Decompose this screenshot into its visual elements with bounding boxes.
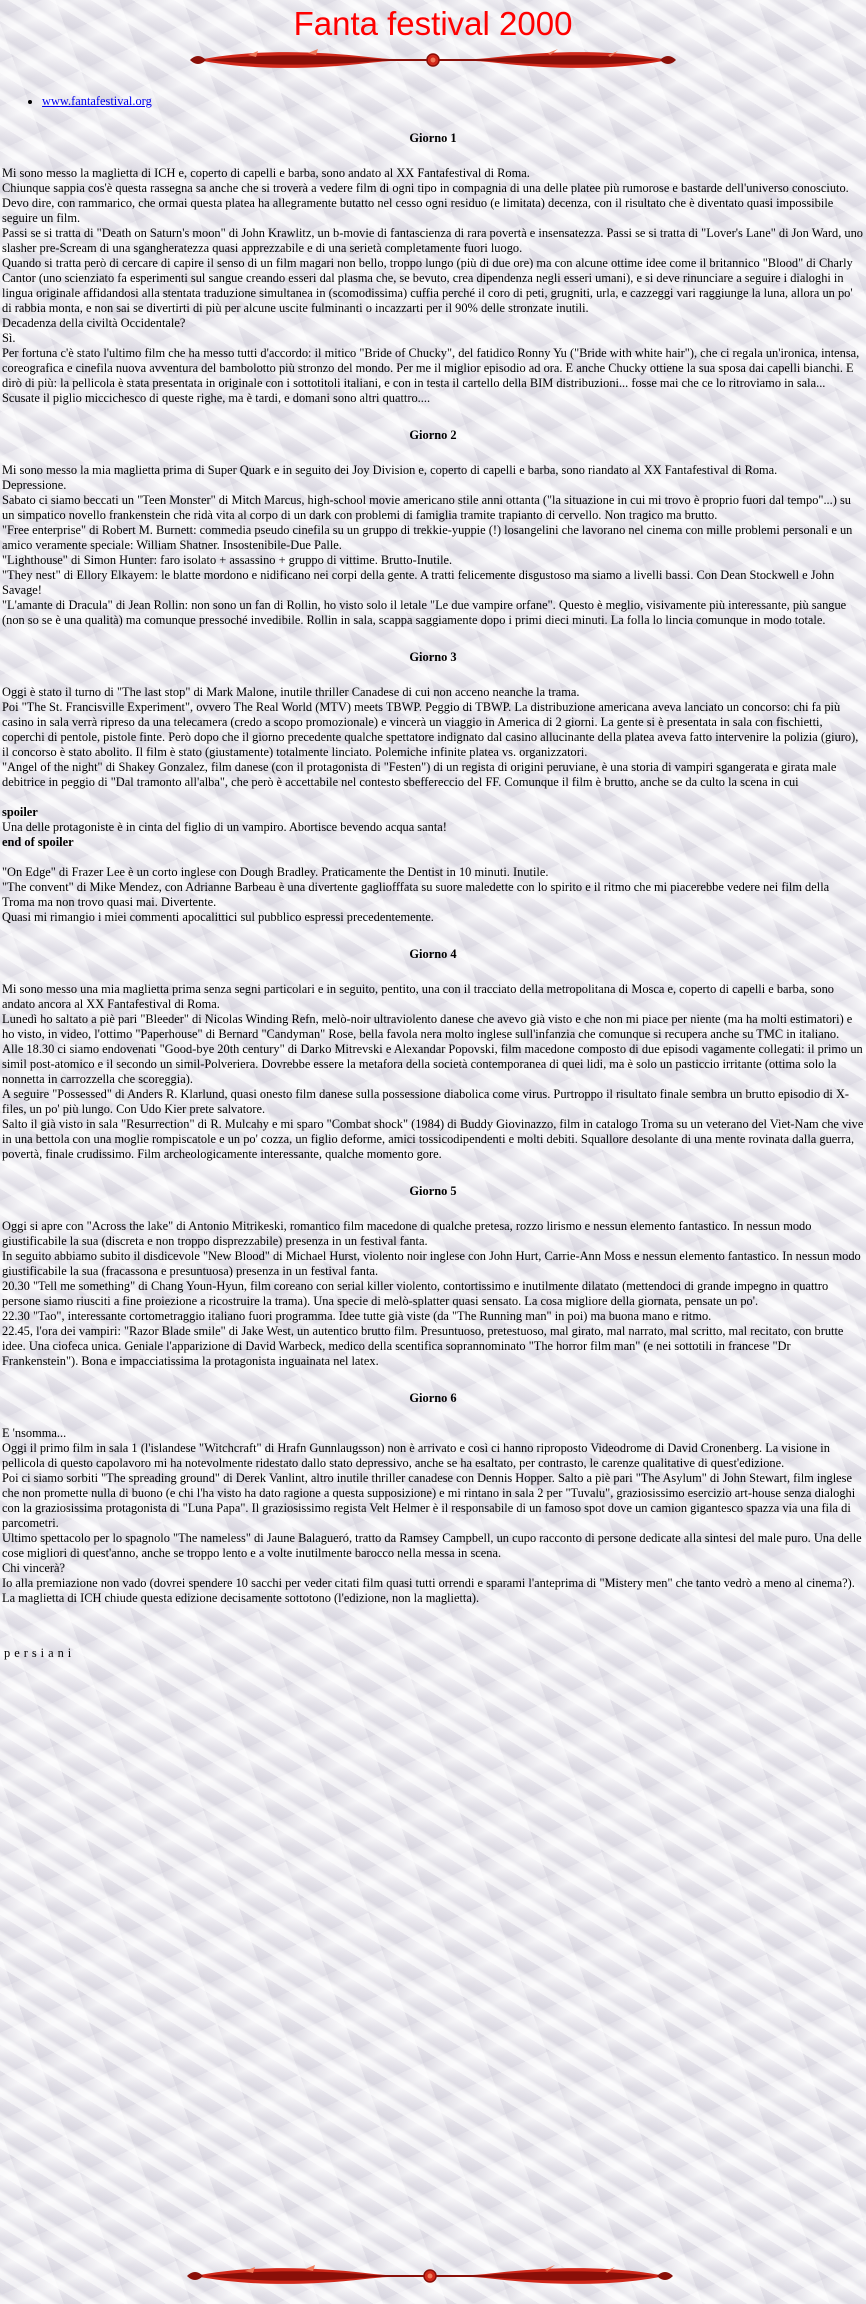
ornament-rule [190, 49, 676, 68]
day-heading: Giorno 3 [409, 650, 457, 664]
paragraph: Mi sono messo una mia maglietta prima senza segni particolari e in seguito, pentito, una con il tracciato della metropolitana di Mosca e, coperto di capelli e barba, sono andato ancora al XX Fantafestival di Roma. [2, 982, 834, 1011]
link-list [0, 94, 866, 109]
paragraph: "Lighthouse" di Simon Hunter: faro isolato + assassino + gruppo di vittime. Brutto-Inutile. [2, 553, 453, 567]
paragraph: Oggi è stato il turno di "The last stop" di Mark Malone, inutile thriller Canadese di cui non acceno neanche la trama. [2, 685, 580, 699]
paragraph: Decadenza della civiltà Occidentale? [2, 316, 186, 330]
fantafestival-link[interactable]: www.fantafestival.org [42, 94, 152, 108]
paragraph: Oggi il primo film in sala 1 (l'islandese "Witchcraft" di Hrafn Gunnlaugsson) non è arrivato e così ci hanno riproposto Videodrome di David Cronenberg. La visione in pellicola di questo capolavoro mi ha notevolmente ridestato dallo stato depressivo, anche se ha esaltato, per contrasto, le carenze qualitative di quest'edizione. [2, 1441, 830, 1470]
paragraph: Scusate il piglio miccichesco di queste righe, ma è tardi, e domani sono altri quattro.... [2, 391, 431, 405]
day-heading: Giorno 2 [409, 428, 457, 442]
paragraph: E 'nsomma... [2, 1426, 67, 1440]
day-heading: Giorno 6 [409, 1391, 457, 1405]
paragraph: A seguire "Possessed" di Anders R. Klarlund, quasi onesto film danese sulla possessione diabolica come virus. Purtroppo il risultato finale sembra un brutto episodio di X-files, un po' più lungo. Con Udo Kier prete salvatore. [2, 1087, 850, 1116]
paragraph: Quando si tratta però di cercare di capire il senso di un film magari non bello, troppo lungo (più di due ore) ma con alcune ottime idee come il britannico "Blood" di Charly Cantor (uno scienziato fa esperimenti sul sangue creando esseri dal plasma che, se bevuto, crea dipendenza negli esseri umani), e si deve rinunciare a seguire i dialoghi in lingua originale affidandosi alla stentata traduzione simultanea in (scomodissima) cuffia perché il coro di peti, grugniti, urla, e cazzeggi vari raggiunge la luna, allora un po' di rabbia monta, e non sai se divertirti di più per alcune uscite fulminanti o incazzarti per il 90% delle stronzate inutili. [2, 256, 853, 315]
link-list-item [42, 94, 866, 109]
day-section [2, 947, 864, 1162]
day-heading: Giorno 5 [409, 1184, 457, 1198]
author-signature: persiani [4, 1646, 76, 1660]
paragraph: Lunedì ho saltato a piè pari "Bleeder" di Nicolas Winding Refn, melò-noir ultraviolento danese che avevo già visto e che non mi piace per niente (ma ha molti estimatori) e ho visto, in video, l'ottimo "Paperhouse" di Bernard "Candyman" Rose, bella favola nera molto inglese sull'infanzia che comunque si recupera anche su TMC in italiano. [2, 1012, 853, 1041]
paragraph: Io alla premiazione non vado (dovrei spendere 10 sacchi per veder citati film quasi tutti orrendi e sparami l'anteprima di "Mistery men" che tanto vedrò a meno al cinema?). [2, 1576, 855, 1590]
paragraph: Sì. [2, 331, 16, 345]
paragraph: "They nest" di Ellory Elkayem: le blatte mordono e nidificano nei corpi della gente. A tratti felicemente disgustoso ma siamo a livelli bassi. Con Dean Stockwell e John Savage! [2, 568, 835, 597]
paragraph: 20.30 "Tell me something" di Chang Youn-Hyun, film coreano con serial killer violento, contortissimo e inutilmente dilatato (mettendoci di grande impegno in quattro persone siamo riusciti a fine proiezione a ricostruire la trama). Una specie di melò-splatter quasi sensato. La cosa migliore della giornata, pensate un po'. [2, 1279, 829, 1308]
article [0, 131, 866, 1661]
paragraph: "Angel of the night" di Shakey Gonzalez, film danese (con il protagonista di "Festen") di un regista di origini peruviane, è una storia di vampiri sgangerata e girata male debitrice in peggio di "Dal tramonto all'alba", che però è accettabile nel contesto sbeffereccio del FF. Comunque il film è brutto, anche se da culto la scena in cui [2, 760, 837, 789]
paragraph: Ultimo spettacolo per lo spagnolo "The nameless" di Jaune Balagueró, tratto da Ramsey Campbell, un cupo racconto di persone dedicate alla sintesi del male puro. Una delle cose migliori di quest'anno, anche se troppo lento e a volte inutilmente barocco nella messa in scena. [2, 1531, 862, 1560]
day-section [2, 1184, 864, 1369]
paragraph: Chiunque sappia cos'è questa rassegna sa anche che si troverà a vedere film di ogni tipo in compagnia di una delle platee più rumorose e bastarde dell'universo conosciuto. Devo dire, con rammarico, che ormai questa platea ha allegramente butatto nel cesso ogni residuo (e limitata) decenza, con il risultato che è diventato quasi impossibile seguire un film. [2, 181, 849, 225]
paragraph: Quasi mi rimangio i miei commenti apocalittici sul pubblico espressi precedentemente. [2, 910, 434, 924]
spoiler-start: spoiler [2, 805, 38, 819]
paragraph: Per fortuna c'è stato l'ultimo film che ha messo tutti d'accordo: il mitico "Bride of Chucky", del fatidico Ronny Yu ("Bride with white hair"), che ci regala un'ironica, intensa, coreografica e cinefila nuova avventura del bambolotto più stronzo del mondo. Per me il miglior episodio ad ora. E anche Chucky ottiene la sua sposa dai capelli bianchi. E dirò di più: la pellicola è stata presentata in originale con i sottotitoli italiani, e con in testa il cartello della BIM distribuzioni... fosse mai che ce lo ritroviamo in sala... [2, 346, 860, 390]
spoiler-end: end of spoiler [2, 835, 74, 849]
paragraph: Mi sono messo la mia maglietta prima di Super Quark e in seguito dei Joy Division e, coperto di capelli e barba, sono riandato al XX Fantafestival di Roma. [2, 463, 778, 477]
spacer [2, 790, 864, 805]
ornament-rule [187, 2265, 673, 2284]
day-section [2, 650, 864, 925]
paragraph: Salto il già visto in sala "Resurrection" di R. Mulcahy e mi sparo "Combat shock" (1984) di Buddy Giovinazzo, film in catalogo Troma su un veterano del Viet-Nam che vive in una bettola con una moglie rompiscatole e un po' cozza, un figlio deforme, amici tossicodipendenti e molti debiti. Squallore desolante di una mente rovinata dalla guerra, povertà, finale crudissimo. Film archeologicamente interessante, qualche momento gore. [2, 1117, 864, 1161]
day-section [2, 1391, 864, 1606]
paragraph: 22.45, l'ora dei vampiri: "Razor Blade smile" di Jake West, un autentico brutto film. Presuntuoso, pretestuoso, mal girato, mal narrato, mal scritto, mal recitato, con brutte idee. Una ciofeca unica. Geniale l'apparizione di David Warbeck, medico della scentifica soprannominato "The horror film man" (e nei sottotili in francese "Dr Frankenstein"). Bona e impacciatissima la protagonista inguainata nel latex. [2, 1324, 844, 1368]
paragraph: Depressione. [2, 478, 67, 492]
top-divider [188, 48, 678, 72]
paragraph: Oggi si apre con "Across the lake" di Antonio Mitrikeski, romantico film macedone di qualche pretesa, rozzo lirismo e nessun elemento fantastico. In nessun modo giustificabile la sua (discreta e non troppo disprezzabile) presenza in un festival fanta. [2, 1219, 812, 1248]
paragraph: 22.30 "Tao", interessante cortometraggio italiano fuori programma. Idee tutte già viste (da "The Running man" in poi) ma buona mano e ritmo. [2, 1309, 712, 1323]
day-heading: Giorno 1 [409, 131, 457, 145]
paragraph: Chi vincerà? [2, 1561, 65, 1575]
paragraph: "L'amante di Dracula" di Jean Rollin: non sono un fan di Rollin, ho visto solo il letale "Le due vampire orfane". Questo è meglio, visivamente più interessante, più sangue (non so se è una qualità) ma comunque pressoché invedibile. Rollin in sala, scappa saggiamente dopo i primi dieci minuti. La folla lo lincia comunque in modo totale. [2, 598, 847, 627]
paragraph: Mi sono messo la maglietta di ICH e, coperto di capelli e barba, sono andato al XX Fantafestival di Roma. [2, 166, 530, 180]
bottom-divider [180, 2264, 680, 2288]
page-title: Fanta festival 2000 [293, 5, 573, 42]
paragraph: Sabato ci siamo beccati un "Teen Monster" di Mitch Marcus, high-school movie americano stile anni ottanta ("la situazione in cui mi trovo è proprio fuori dal tempo"...) su un simpatico novello frankenstein che ridà vita al corpo di un dark con problemi di famiglia tramite trapianto di cervello. Non tragico ma brutto. [2, 493, 851, 522]
day-heading: Giorno 4 [409, 947, 457, 961]
paragraph: Poi "The St. Francisville Experiment", ovvero The Real World (MTV) meets TBWP. Peggio di TBWP. La distribuzione americana aveva lanciato un concorso: chi fa più casino in sala verrà ripreso da una telecamera (credo a scopo promozionale) e vincerà un viaggio in America di 2 giorni. La gente si è presentata in sala con fischietti, coperchi di pentole, pistole finte. Però dopo che il giorno precedente qualche spettatore indignato dal casino allucinante della platea aveva fatto intervenire la polizia (giuro), il concorso è stato abolito. Il film è stato (giustamente) totalmente linciato. Polemiche infinite platea vs. organizzatori. [2, 700, 859, 759]
spacer [2, 850, 864, 865]
paragraph: "On Edge" di Frazer Lee è un corto inglese con Dough Bradley. Praticamente the Dentist in 10 minuti. Inutile. [2, 865, 549, 879]
paragraph: In seguito abbiamo subito il disdicevole "New Blood" di Michael Hurst, violento noir inglese con John Hurt, Carrie-Ann Moss e nessun elemento fantastico. In nessun modo giustificabile la sua (fracassona e presuntuosa) presenza in un festival fanta. [2, 1249, 861, 1278]
paragraph: "The convent" di Mike Mendez, con Adrianne Barbeau è una divertente gagliofffata su suore maledette con lo spirito e il ritmo che mi piacerebbe vedere nei film della Troma ma non trovo quasi mai. Divertente. [2, 880, 830, 909]
paragraph: Passi se si tratta di "Death on Saturn's moon" di John Krawlitz, un b-movie di fantascienza di rara povertà e insensatezza. Passi se si tratta di "Lover's Lane" di Jon Ward, uno slasher pre-Scream di una sgangheratezza quasi apprezzabile e di una serietà completamente fuori luogo. [2, 226, 863, 255]
spoiler-text: Una delle protagoniste è in cinta del figlio di un vampiro. Abortisce bevendo acqua santa! [2, 820, 447, 834]
paragraph: La maglietta di ICH chiude questa edizione decisamente sottotono (l'edizione, non la maglietta). [2, 1591, 480, 1605]
paragraph: Poi ci siamo sorbiti "The spreading ground" di Derek Vanlint, altro inutile thriller canadese con Dennis Hopper. Salto a piè pari "The Asylum" di John Stewart, film inglese che non promette nulla di buono (e chi l'ha visto ha dato ragione a questa supposizione) e mi rintano in sala 2 per "Tuvalu", graziosissimo esercizio art-house senza dialoghi con la graziosissima protagonista di "Luna Papa". Il graziosissimo regista Velt Helmer è il responsabile di un famoso spot dove un camion gigantesco spazza via una fila di parcometri. [2, 1471, 856, 1530]
paragraph: Alle 18.30 ci siamo endovenati "Good-bye 20th century" di Darko Mitrevski e Alexandar Popovski, film macedone composto di due episodi vagamente collegati: il primo un simil post-atomico e il secondo un simil-Polveriera. Dovrebbe essere la metafora della società contemporanea di quei lidi, ma è solo un pasticcio irritante (ottima solo la nonnetta in carrozzella che scoreggia). [2, 1042, 863, 1086]
day-section [2, 428, 864, 628]
paragraph: "Free enterprise" di Robert M. Burnett: commedia pseudo cinefila su un gruppo di trekkie-yuppie (!) losangelini che lavorano nel cinema con mille problemi personali e un amico veramente speciale: William Shatner. Insostenibile-Due Palle. [2, 523, 853, 552]
day-section [2, 131, 864, 406]
